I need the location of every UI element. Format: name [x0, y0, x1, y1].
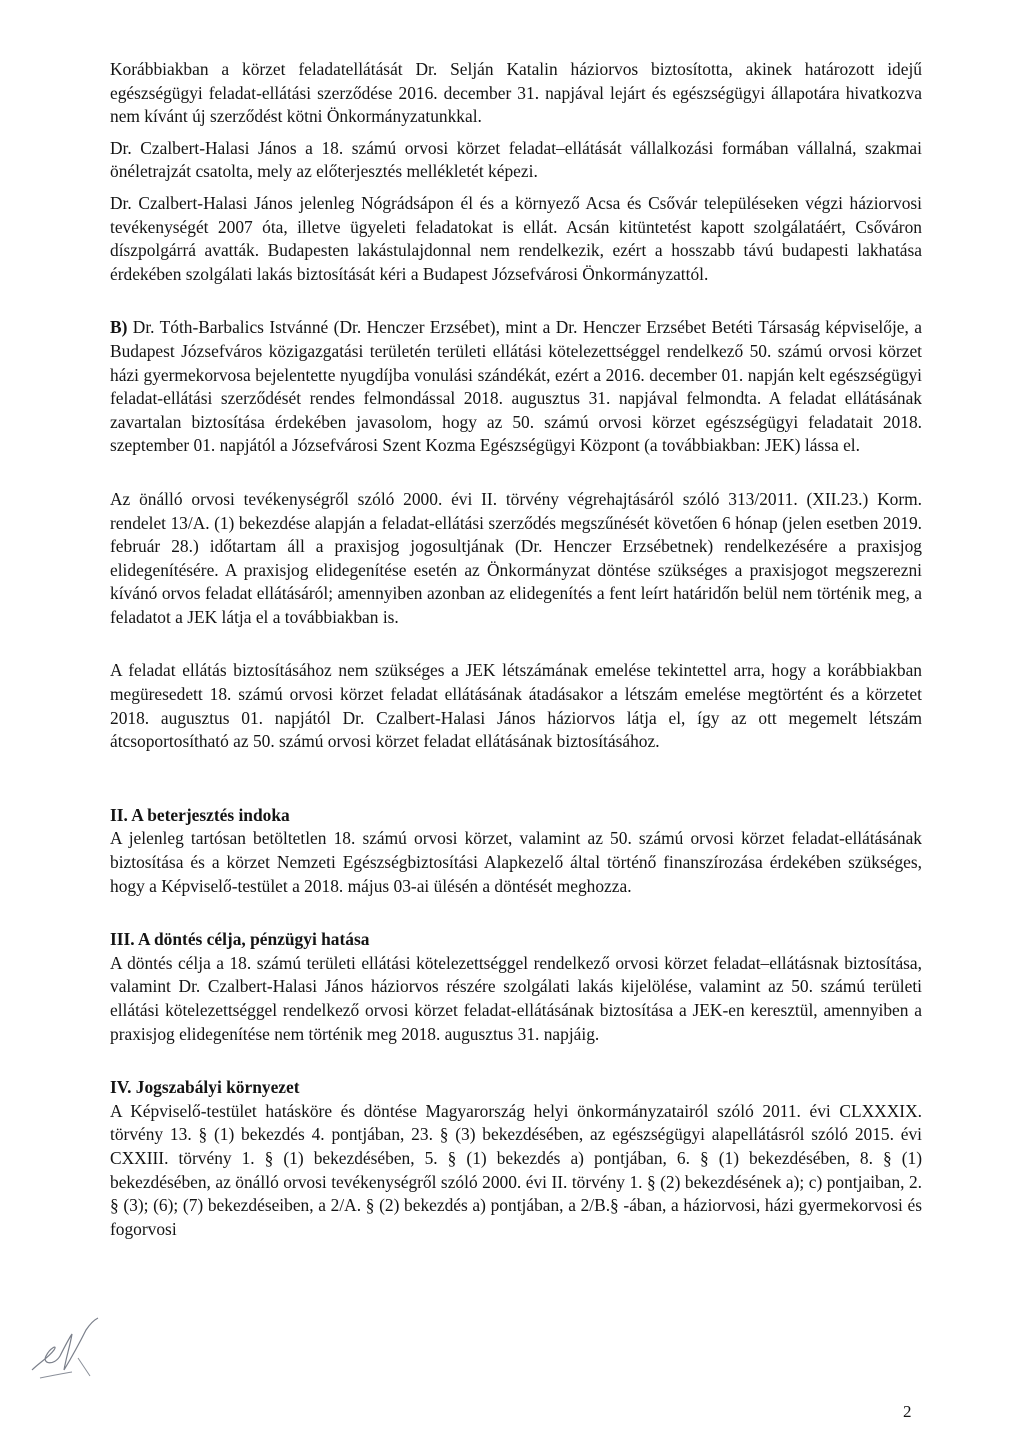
page-number: 2 — [903, 1402, 912, 1421]
section-legal — [110, 1076, 922, 1241]
section-heading: II. A beterjesztés indoka — [110, 804, 290, 825]
section-heading: IV. Jogszabályi környezet — [110, 1077, 300, 1098]
paragraph-previous-provider: Korábbiakban a körzet feladatellátását Dr. Selján Katalin háziorvos biztosította, akinek határozott idejű egészségügyi feladat-ellátási szerződése 2016. december 31. napjával lejárt és egészségügyi állapotára hivatkozva nem kívánt új szerződést kötni Önkormányzatunkkal. — [110, 59, 922, 127]
section-text: A jelenleg tartósan betöltetlen 18. számú orvosi körzet, valamint az 50. számú orvosi körzet feladat-ellátásának biztosítása és a körzet Nemzeti Egészségbiztosítási Alapkezelő által történő finanszírozása érdekében szükséges, hogy a Képviselő-testület a 2018. május 03-ai ülésén a döntését meghozza. — [110, 828, 922, 896]
paragraph-jek-staffing: A feladat ellátás biztosításához nem szükséges a JEK létszámának emelése tekintettel arra, hogy a korábbiakban megüresedett 18. számú orvosi körzet feladat ellátásának átadásakor a létszám emelése megtörtént és a körzetet 2018. augusztus 01. napjától Dr. Czalbert-Halasi János háziorvos látja el, így az ott megemelt létszám átcsoportosítható az 50. számú orvosi körzet feladat ellátásának biztosításához. — [110, 660, 922, 752]
document-body — [110, 58, 922, 1241]
paragraph-praxisjog: Az önálló orvosi tevékenységről szóló 2000. évi II. törvény végrehajtásáról szóló 313/2011. (XII.23.) Korm. rendelet 13/A. (1) bekezdése alapján a feladat-ellátási szerződés megszűnését követően 6 hónap (jelen esetben 2019. február 28.) időtartam áll a praxisjog jogosultjának (Dr. Henczer Erzsébetnek) rendelkezésére a praxisjog elidegenítésére. A praxisjog elidegenítése esetén az Önkormányzat döntése szükséges a praxisjogot megszerezni kívánó orvos feladat ellátásáról; amennyiben azonban az elidegenítés a fent leírt határidőn belül nem történik meg, a feladatot a JEK látja el a továbbiakban is. — [110, 488, 922, 627]
section-text: A döntés célja a 18. számú területi ellátási kötelezettséggel rendelkező orvosi körzet feladat–ellátásnak biztosítása, valamint Dr. Czalbert-Halasi János háziorvos részére szolgálati lakás kijelölése, valamint az 50. számú területi ellátási kötelezettséggel rendelkező orvosi körzet feladat-ellátásának biztosítása a JEK-en keresztül, amennyiben a praxisjog elidegenítése nem történik meg 2018. augusztus 31. napjáig. — [110, 952, 922, 1044]
section-text: A Képviselő-testület hatásköre és döntése Magyarország helyi önkormányzatairól szóló 2011. évi CLXXXIX. törvény 13. § (1) bekezdés 4. pontjában, 23. § (3) bekezdésében, az egészségügyi alapellátásról szóló 2015. évi CXXIII. törvény 1. § (1) bekezdésében, 5. § (1) bekezdés a) pontjában, 6. § (1) bekezdésében, 8. § (1) bekezdésében, az önálló orvosi tevékenységről szóló 2000. évi II. törvény 1. § (2) bekezdésének a); c) pontjaiban, 2. § (3); (6); (7) bekezdéseiben, a 2/A. § (2) bekezdés a) pontjában, a 2/B.§ -ában, a háziorvosi, házi gyermekorvosi és fogorvosi — [110, 1100, 922, 1239]
section-b-text: Dr. Tóth-Barbalics Istvánné (Dr. Henczer Erzsébet), mint a Dr. Henczer Erzsébet Betéti Társaság képviselője, a Budapest Józsefváros közigazgatási területén területi ellátási kötelezettséggel rendelkező 50. számú orvosi körzet házi gyermekorvosa bejelentette nyugdíjba vonulási szándékát, ezért a 2016. december 01. napján kelt egészségügyi feladat-ellátási szerződését rendes felmondással 2018. augusztus 31. napjával felmondta. A feladat ellátásának zavartalan biztosítása érdekében javasolom, hogy az 50. számú orvosi körzet egészségügyi feladatait 2018. szeptember 01. napjától a Józsefvárosi Szent Kozma Egészségügyi Központ (a továbbiakban: JEK) lássa el. — [110, 317, 922, 456]
section-b-label: B) — [110, 317, 128, 338]
section-heading: III. A döntés célja, pénzügyi hatása — [110, 929, 370, 950]
handwritten-signature — [20, 1300, 110, 1390]
paragraph-czalbert-offer: Dr. Czalbert-Halasi János a 18. számú orvosi körzet feladat–ellátását vállalkozási formában vállalná, szakmai önéletrajzát csatolta, mely az előterjesztés mellékletét képezi. — [110, 137, 922, 182]
paragraph-czalbert-background: Dr. Czalbert-Halasi János jelenleg Nógrádsápon él és a környező Acsa és Csővár településeken végzi háziorvosi tevékenységét 2007 óta, illetve ügyeleti feladatokat is ellát. Acsán kitüntetést kapott szolgálatáért, Csőváron díszpolgárrá avatták. Budapesten lakástulajdonnal nem rendelkezik, ezért a hosszabb távú budapesti lakhatása érdekében szolgálati lakás biztosítását kéri a Budapest Józsefvárosi Önkormányzattól. — [110, 192, 922, 284]
paragraph-section-b — [110, 316, 922, 458]
section-goal — [110, 928, 922, 1046]
section-justification — [110, 804, 922, 898]
